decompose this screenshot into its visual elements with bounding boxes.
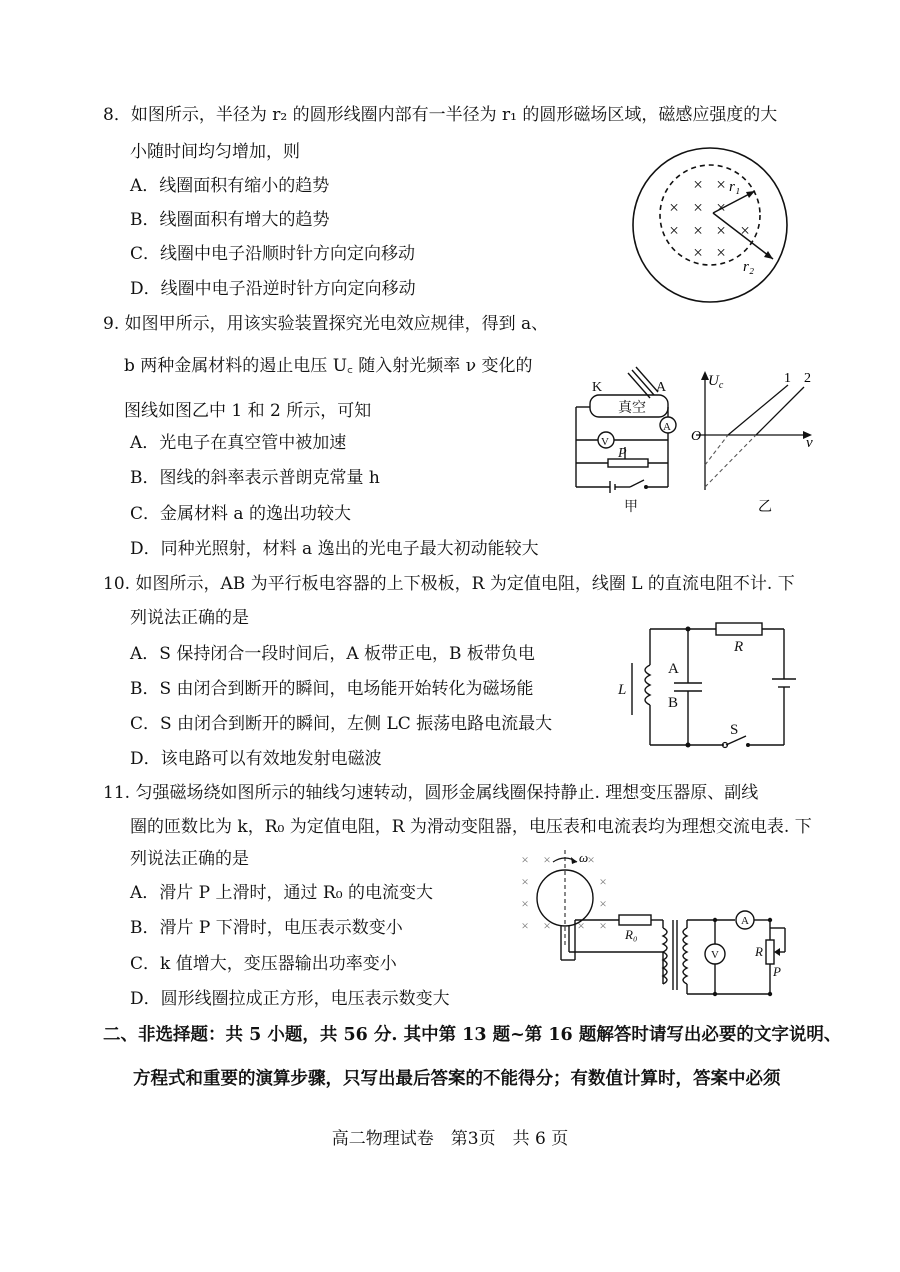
svg-text:×: × <box>716 175 726 194</box>
q11-stem-line-2: 圈的匝数比为 k，R₀ 为定值电阻，R 为滑动变阻器，电压表和电流表均为理想交流电表. 下 <box>130 817 812 837</box>
svg-text:×: × <box>693 198 703 217</box>
svg-text:×: × <box>693 221 703 240</box>
inductor-l-label: L <box>618 682 627 698</box>
plate-b-label: B <box>668 695 679 711</box>
svg-text:×: × <box>716 198 726 217</box>
q9-apparatus-figure <box>570 365 680 515</box>
svg-text:×: × <box>669 221 679 240</box>
q10-stem-line-2: 列说法正确的是 <box>130 608 249 628</box>
svg-text:×: × <box>716 221 726 240</box>
svg-text:×: × <box>521 852 529 867</box>
section-heading-line-2: 方程式和重要的演算步骤，只写出最后答案的不能得分；有数值计算时，答案中必须 <box>133 1069 781 1089</box>
q9-stem-line-3: 图线如图乙中 1 和 2 所示，可知 <box>124 401 372 421</box>
cathode-label: K <box>592 380 603 395</box>
svg-text:×: × <box>740 221 750 240</box>
q8-option-a: A．线圈面积有缩小的趋势 <box>130 176 330 196</box>
q11-transformer-figure <box>515 848 805 1000</box>
vacuum-label: 真空 <box>618 401 646 416</box>
y-axis-label: $U_c$ <box>708 373 724 391</box>
svg-text:×: × <box>587 852 595 867</box>
section-heading-line-1: 二、非选择题：共 5 小题，共 56 分. 其中第 13 题~第 16 题解答时请写出必要的文字说明、 <box>103 1025 842 1045</box>
q9-stem-line-1: 9. 如图甲所示，用该实验装置探究光电效应规律，得到 a、 <box>103 314 549 334</box>
q9-uc-graph <box>688 365 823 515</box>
plate-a-label: A <box>668 661 679 677</box>
q11-option-b: B．滑片 P 下滑时，电压表示数变小 <box>130 918 403 938</box>
caption-yi: 乙 <box>758 500 772 515</box>
q10-stem-line-1: 10. 如图所示，AB 为平行板电容器的上下极板，R 为定值电阻，线圈 L 的直流电阻不计. 下 <box>103 574 795 594</box>
q8-stem-line-2: 小随时间均匀增加，则 <box>130 142 300 162</box>
q10-lc-circuit-figure <box>612 615 812 755</box>
omega-label: ω <box>579 850 589 865</box>
line-1-label: 1 <box>784 371 791 386</box>
line-2-label: 2 <box>804 371 811 386</box>
origin-label: O <box>691 429 702 444</box>
line-1 <box>728 385 788 435</box>
voltmeter-label: V <box>711 949 719 961</box>
q8-option-b: B．线圈面积有增大的趋势 <box>130 210 330 230</box>
slider-p-label: P <box>773 964 781 979</box>
svg-text:×: × <box>669 198 679 217</box>
q9-option-d: D．同种光照射，材料 a 逸出的光电子最大初动能较大 <box>130 539 539 559</box>
svg-text:×: × <box>693 175 703 194</box>
svg-text:×: × <box>521 874 529 889</box>
q10-option-c: C．S 由闭合到断开的瞬间，左侧 LC 振荡电路电流最大 <box>130 714 553 734</box>
rheostat-r-label: R <box>755 944 763 959</box>
svg-text:×: × <box>716 243 726 262</box>
q8-option-d: D．线圈中电子沿逆时针方向定向移动 <box>130 279 416 299</box>
q10-option-a: A．S 保持闭合一段时间后，A 板带正电，B 板带负电 <box>130 644 535 664</box>
q9-option-c: C．金属材料 a 的逸出功较大 <box>130 504 351 524</box>
r1-label: r₁ <box>729 179 741 195</box>
q10-option-d: D．该电路可以有效地发射电磁波 <box>130 749 382 769</box>
q8-option-c: C．线圈中电子沿顺时针方向定向移动 <box>130 244 416 264</box>
line-2 <box>756 387 804 435</box>
svg-text:×: × <box>599 874 607 889</box>
q9-option-a: A．光电子在真空管中被加速 <box>130 433 347 453</box>
ammeter-label: A <box>663 421 671 433</box>
q11-stem-line-3: 列说法正确的是 <box>130 849 249 869</box>
q11-option-d: D．圆形线圈拉成正方形，电压表示数变大 <box>130 989 450 1009</box>
r2-label: r₂ <box>743 259 755 275</box>
caption-jia: 甲 <box>624 500 638 515</box>
q9-stem-line-2: b 两种金属材料的遏止电压 U꜀ 随入射光频率 ν 变化的 <box>124 356 533 376</box>
q11-option-c: C．k 值增大，变压器输出功率变小 <box>130 954 397 974</box>
page-footer: 高二物理试卷 第3页 共 6 页 <box>331 1129 569 1149</box>
svg-text:×: × <box>599 918 607 933</box>
q11-option-a: A．滑片 P 上滑时，通过 R₀ 的电流变大 <box>130 883 433 903</box>
svg-text:×: × <box>521 896 529 911</box>
x-axis-label: v <box>806 435 813 451</box>
coil-circle <box>633 148 787 302</box>
svg-text:×: × <box>543 852 551 867</box>
q9-option-b: B．图线的斜率表示普朗克常量 h <box>130 468 380 488</box>
svg-text:×: × <box>599 896 607 911</box>
resistor-r-label: R <box>734 639 744 655</box>
svg-text:×: × <box>693 243 703 262</box>
svg-text:×: × <box>521 918 529 933</box>
svg-text:×: × <box>543 918 551 933</box>
q8-stem-line-1: 8．如图所示，半径为 r₂ 的圆形线圈内部有一半径为 r₁ 的圆形磁场区域，磁感应强度的大 <box>103 105 778 125</box>
line-2-extension <box>705 435 756 487</box>
voltmeter-label: V <box>601 436 609 448</box>
r0-label: R₀ <box>625 927 638 942</box>
ammeter-label: A <box>741 915 749 927</box>
line-1-extension <box>705 435 728 465</box>
switch-s-label: S <box>730 722 739 738</box>
rotating-field-marks <box>521 852 606 933</box>
slider-label: P <box>618 446 627 461</box>
q10-option-b: B．S 由闭合到断开的瞬间，电场能开始转化为磁场能 <box>130 679 534 699</box>
q8-magnetic-field-figure <box>625 145 795 305</box>
anode-label: A <box>656 380 667 395</box>
q11-stem-line-1: 11. 匀强磁场绕如图所示的轴线匀速转动，圆形金属线圈保持静止. 理想变压器原、副线 <box>103 783 759 803</box>
svg-text:×: × <box>577 918 585 933</box>
